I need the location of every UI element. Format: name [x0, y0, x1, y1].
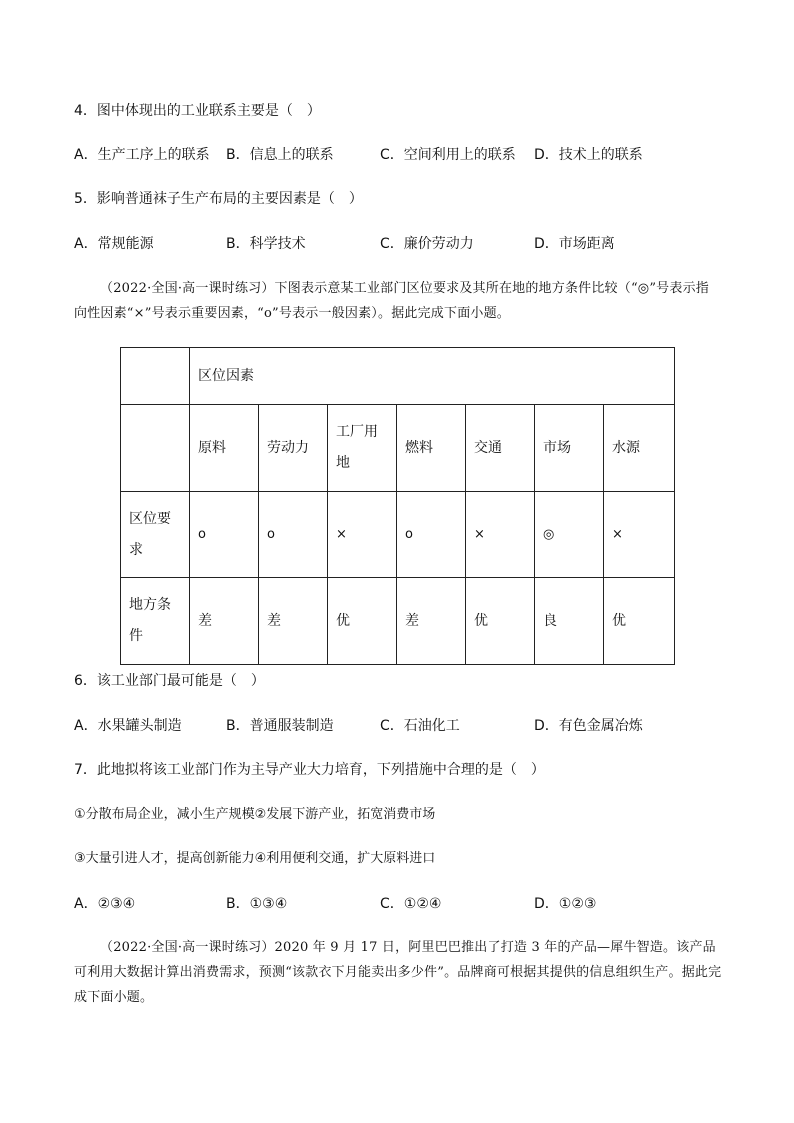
table-cell: 优 [604, 578, 675, 665]
passage-industry-location [74, 276, 722, 326]
q7-option-d: D．①②③ [534, 896, 597, 912]
q4-option-a: A．生产工序上的联系 [74, 147, 210, 163]
table-cell: ◎ [535, 492, 604, 578]
table-cell: 差 [190, 578, 259, 665]
q4-option-b: B．信息上的联系 [226, 147, 334, 163]
q5-option-b: B．科学技术 [226, 236, 306, 252]
factor-header-empty [121, 405, 190, 492]
table-cell: × [466, 492, 535, 578]
q7-options [74, 894, 714, 914]
q5-option-c: C．廉价劳动力 [380, 236, 474, 252]
factor-header: 工厂用地 [328, 405, 397, 492]
location-factor-table [120, 347, 675, 665]
q5-stem: 5．影响普通袜子生产布局的主要因素是（ ） [74, 191, 363, 207]
passage-2-text: （2022·全国·高一课时练习）2020 年 9 月 17 日，阿里巴巴推出了打造 3 年的产品—犀牛智造。该产品可利用大数据计算出消费需求，预测“该款衣下月能卖出多少件”。品牌商可根据其提供的信息组织生产。据此完成下面小题。 [74, 940, 722, 1005]
factor-header: 燃料 [397, 405, 466, 492]
factor-header: 水源 [604, 405, 675, 492]
q4-stem: 4．图中体现出的工业联系主要是（ ） [74, 103, 321, 119]
table-cell: o [259, 492, 328, 578]
q6-option-b: B．普通服装制造 [226, 718, 334, 734]
factor-header-row [121, 405, 675, 492]
q7-statements-1: ①分散布局企业，减小生产规模②发展下游产业，拓宽消费市场 [74, 807, 436, 822]
factor-header: 交通 [466, 405, 535, 492]
table-cell: 优 [328, 578, 397, 665]
table-row-location-requirement [121, 492, 675, 578]
table-cell: × [328, 492, 397, 578]
q4-option-d: D．技术上的联系 [534, 147, 643, 163]
q7-statements-2: ③大量引进人才，提高创新能力④利用便利交通，扩大原料进口 [74, 851, 436, 866]
q7-option-a: A．②③④ [74, 896, 136, 912]
q4-option-c: C．空间利用上的联系 [380, 147, 516, 163]
q5-option-a: A．常规能源 [74, 236, 154, 252]
q7-option-b: B．①③④ [226, 896, 288, 912]
factor-header: 原料 [190, 405, 259, 492]
factor-header: 劳动力 [259, 405, 328, 492]
q6-option-d: D．有色金属冶炼 [534, 718, 643, 734]
q5-option-d: D．市场距离 [534, 236, 615, 252]
table-cell: 优 [466, 578, 535, 665]
q6-options [74, 716, 714, 736]
row-label: 区位要求 [121, 492, 190, 578]
q5-options [74, 234, 714, 254]
table-cell: × [604, 492, 675, 578]
table-cell: o [190, 492, 259, 578]
table-cell: 良 [535, 578, 604, 665]
table-cell: o [397, 492, 466, 578]
table-cell: 差 [397, 578, 466, 665]
q7-option-c: C．①②④ [380, 896, 442, 912]
passage-rhino-smart-manufacturing [74, 935, 722, 1010]
q7-stem: 7．此地拟将该工业部门作为主导产业大力培育，下列措施中合理的是（ ） [74, 762, 545, 778]
q6-option-a: A．水果罐头制造 [74, 718, 182, 734]
passage-1-text: （2022·全国·高一课时练习）下图表示意某工业部门区位要求及其所在地的地方条件比较（“◎”号表示指向性因素“×”号表示重要因素，“o”号表示一般因素）。据此完成下面小题。 [74, 281, 709, 321]
group-header: 区位因素 [190, 348, 675, 405]
table-row-local-condition [121, 578, 675, 665]
table-corner-cell [121, 348, 190, 405]
row-label: 地方条件 [121, 578, 190, 665]
factor-header: 市场 [535, 405, 604, 492]
q4-options [74, 145, 714, 165]
q6-option-c: C．石油化工 [380, 718, 460, 734]
table-cell: 差 [259, 578, 328, 665]
q6-stem: 6．该工业部门最可能是（ ） [74, 673, 265, 689]
